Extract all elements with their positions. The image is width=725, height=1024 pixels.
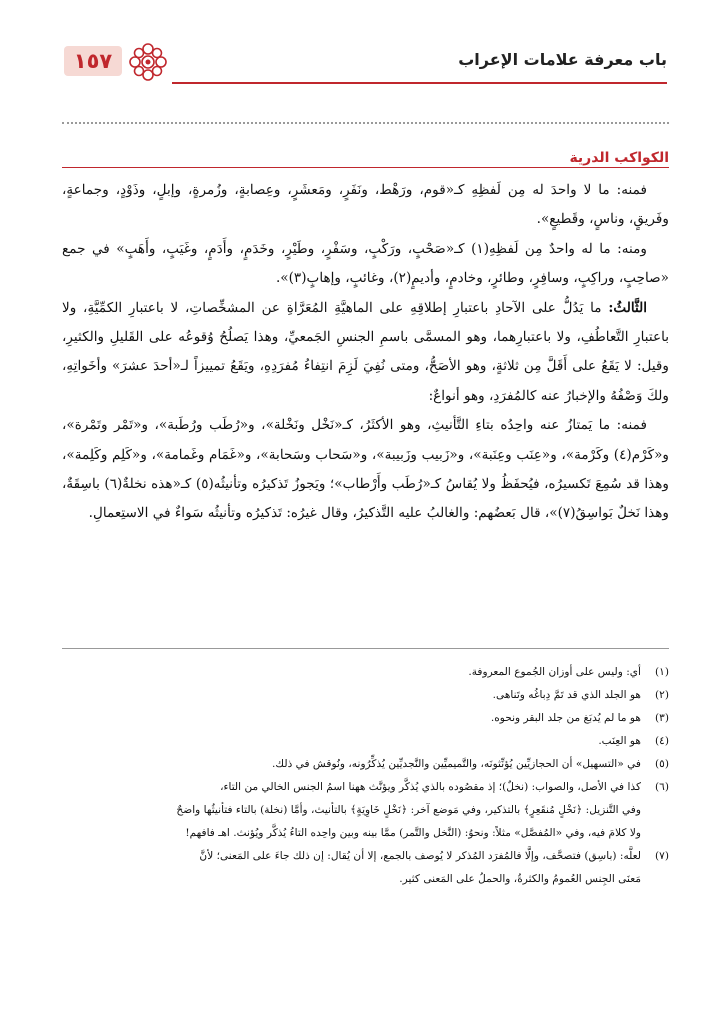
footnote-number: (٧) bbox=[655, 850, 669, 862]
footnote-number: (٦) bbox=[655, 781, 669, 793]
footnote-text: في «التسهيل» أن الحجازيِّين يُؤنِّثونَه، والتَّميميِّين والنَّجديِّين يُذكِّرُونه، ونُوقش في ذلك. bbox=[272, 758, 641, 770]
footnote bbox=[62, 753, 669, 776]
dotted-divider bbox=[62, 122, 669, 124]
paragraph-2: ومنه: ما له واحدٌ مِن لَفظِهِ(١) كـ«صَحْبٍ، ورَكْبٍ، وسَفْرٍ، وطَيْرٍ، وخَدَمٍ، وأَدَمٍ، وغَيَبٍ، وأَهَبٍ» في جمع «صاحِبٍ، وراكِبٍ، وسافِرٍ، وطائرٍ، وخادمٍ، وأديمٍ(٢)، وغائبٍ، وإهابٍ(٣)». bbox=[62, 240, 669, 287]
page-header bbox=[60, 38, 667, 90]
footnote-number: (٥) bbox=[655, 758, 669, 770]
paragraph-3-text: ما يَدُلُّ على الآحادِ باعتبارِ إطلاقِهِ على الماهيَّةِ المُعَرَّاةِ عن المشخِّصاتِ، لا باعتبارِ الكمِّيَّةِ، ولا باعتبارِ التَّعاطُفِ، ولا باعتبارِهما، وهو المسمَّى باسمِ الجنسِ الجَمعيِّ، وهذا يَصلُحُ وُقوعُه على القَليلِ والكثيرِ، وقيل: لا يَقَعُ على أَقَلَّ مِن ثلاثةٍ، وهو الأصَحُّ، ومتى نُفِيَ لَزِمَ انتِفاءُ مُفرَدِهِ، ويَقَعُ تمييزاً لـ«أحدَ عشرَ» وأخَواتِهِ، ولكَ وَصْفُهُ والإخبارُ عنه كالمُفرَدِ، وهو أنواعٌ: bbox=[62, 299, 669, 404]
paragraph-3 bbox=[62, 294, 669, 412]
footnote-number: (١) bbox=[655, 666, 669, 678]
footnote bbox=[62, 684, 669, 707]
section-label: الكواكب الدرية bbox=[561, 150, 669, 166]
footnote-continuation: ولا كلامَ فيه، وفي «المُفصَّل» مثلاً: ونحوُ: (النَّخل والتَّمر) ممَّا بينه وبين واحِده التاءُ يُذكَّر ويُؤنث. اهـ فافهم! bbox=[185, 827, 641, 839]
section-rule bbox=[62, 167, 669, 168]
footnote-number: (٤) bbox=[655, 735, 669, 747]
paragraph-1: فمنه: ما لا واحدَ له مِن لَفظِهِ كـ«قوم، ورَهْط، ونَفَرٍ، ومَعشَرٍ، وعِصابةٍ، وزُمرةٍ، وإبلٍ، وذَوْدٍ، وجماعةٍ، وفَريقٍ، وناسٍ، وقَطيعٍ». bbox=[62, 182, 669, 228]
footnote-text: لعلَّه: (باسِق) فتصحَّف، وإلَّا فالمُفرَد المُذكر لا يُوصف بالجمع، إلا أن يُقال: إن ذلك جاءَ على المَعنى؛ لأنَّ bbox=[199, 850, 641, 862]
paragraph-4: فمنه: ما يَمتازُ عنه واحِدُه بتاءِ التَّأنيثِ، وهو الأكثَرُ، كـ«نَخْل ونَخْلة»، و«رُطَب ورُطَبة»، و«تَمْر وتَمْرة»، و«كَرْم(٤) وكَرْمة»، و«عِنَب وعِنَبة»، و«زَبيب وزَبيبة»، و«سَحاب وسَحابة»، و«غَمَام وغَمامة»، و«كَلِم وكَلِمة»، وهذا قد سُمِعَ تَكسيرُه، فيُحفَظُ ولا يُقاسُ كـ«رُطَب وأَرْطاب»؛ ويَجوزُ تَذكيرُه وتأنيثُه(٥) كـ«هذه نخلةٌ(٦) باسِقَةٌ، وهذا نَخلٌ بَواسِقُ(٧)»، قال بَعضُهم: والغالبُ عليه التَّذكيرُ، وقال غيرُه: تَذكيرُه وتأنيثُه سَواءٌ في الاستِعمالِ. bbox=[62, 417, 669, 522]
footnote bbox=[62, 776, 669, 799]
footnote bbox=[62, 730, 669, 753]
footnote-number: (٢) bbox=[655, 689, 669, 701]
footnote bbox=[62, 845, 669, 868]
footnote-text: هو العِنَب. bbox=[598, 735, 641, 747]
footnote-text: هو ما لم يُدبَغ من جلد البقر ونحوه. bbox=[490, 712, 641, 724]
footnote bbox=[62, 661, 669, 684]
page-number: ١٥٧ bbox=[64, 46, 122, 76]
rosette-ornament-icon bbox=[126, 40, 170, 84]
header-rule bbox=[172, 82, 667, 84]
footnote-number: (٣) bbox=[655, 712, 669, 724]
footnotes bbox=[62, 648, 669, 891]
footnote-text: كذا في الأصل، والصواب: (نخلٌ)؛ إذ مقصُوده بالذي يُذكَّر ويؤنَّث ههنا اسمُ الجنس الخالي من التاء، bbox=[220, 781, 641, 793]
section-header bbox=[62, 148, 669, 174]
paragraph-3-heading: الثَّالثُ: bbox=[608, 299, 647, 316]
footnote-continuation: مَعنَى الجِنس العُمومُ والكثرةُ، والحملُ على المَعنى كثير. bbox=[399, 873, 641, 885]
chapter-title: باب معرفة علامات الإعراب bbox=[458, 50, 667, 69]
main-text bbox=[62, 176, 669, 529]
footnote-continuation: وفي التَّنزيل: ﴿نَخْلٍ مُنقَعِرٍ﴾ بالتذكير، وفي مَوضع آخر: ﴿نَخْلٍ خَاوِيَةٍ﴾ بالتأنيث، وأمَّا (نخلة) بالتاء فتأنيثُها واضحٌ bbox=[176, 804, 641, 816]
footnote bbox=[62, 707, 669, 730]
footnote-text: هو الجلد الذي قد تَمَّ دِباغُه وتَناهى. bbox=[492, 689, 641, 701]
footnote-text: أي: وليس على أوزان الجُموع المعروفة. bbox=[468, 666, 641, 678]
